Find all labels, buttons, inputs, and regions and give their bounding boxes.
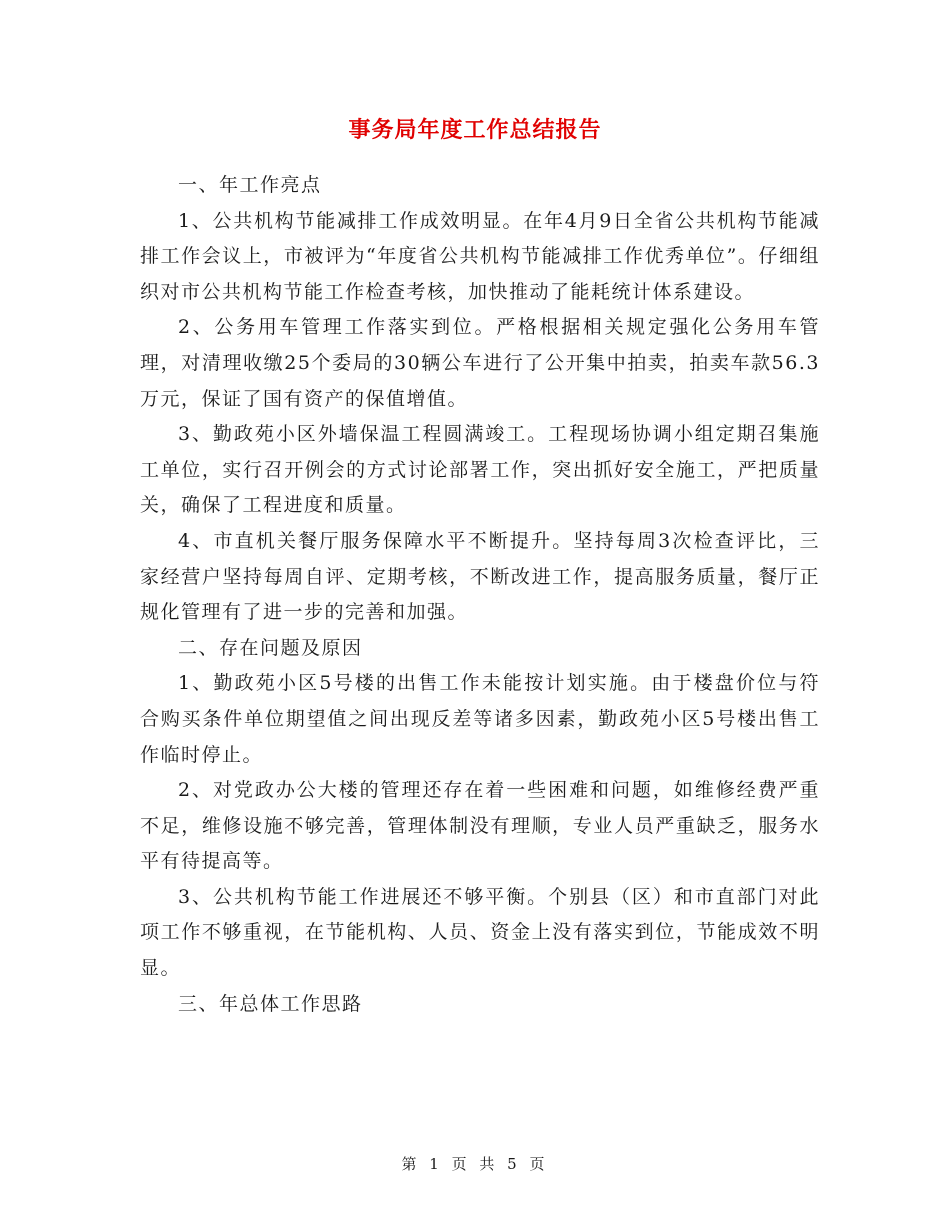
- section-heading: 一、年工作亮点: [178, 174, 322, 196]
- paragraph: 3、公共机构节能工作进展还不够平衡。个别县（区）和市直部门对此项工作不够重视，在节能机构、人员、资金上没有落实到位，节能成效不明显。: [140, 885, 820, 980]
- section-heading: 二、存在问题及原因: [178, 636, 363, 659]
- page-footer: 第 1 页 共 5 页: [401, 1155, 549, 1173]
- section-heading: 三、年总体工作思路: [178, 992, 363, 1015]
- paragraph: 1、公共机构节能减排工作成效明显。在年4月9日全省公共机构节能减排工作会议上，市被评为“年度省公共机构节能减排工作优秀单位”。仔细组织对市公共机构节能工作检查考核，加快推动了能耗统计体系建设。: [140, 209, 820, 303]
- paragraph: 4、市直机关餐厅服务保障水平不断提升。坚持每周3次检查评比，三家经营户坚持每周自评、定期考核，不断改进工作，提高服务质量，餐厅正规化管理有了进一步的完善和加强。: [140, 529, 820, 624]
- document-title: 事务局年度工作总结报告: [348, 118, 602, 143]
- paragraph: 1、勤政苑小区5号楼的出售工作未能按计划实施。由于楼盘价位与符合购买条件单位期望值之间出现反差等诸多因素，勤政苑小区5号楼出售工作临时停止。: [140, 672, 820, 766]
- paragraph: 2、对党政办公大楼的管理还存在着一些困难和问题，如维修经费严重不足，维修设施不够完善，管理体制没有理顺，专业人员严重缺乏，服务水平有待提高等。: [140, 779, 820, 873]
- paragraph: 3、勤政苑小区外墙保温工程圆满竣工。工程现场协调小组定期召集施工单位，实行召开例会的方式讨论部署工作，突出抓好安全施工，严把质量关，确保了工程进度和质量。: [140, 423, 820, 517]
- paragraph: 2、公务用车管理工作落实到位。严格根据相关规定强化公务用车管理，对清理收缴25个委局的30辆公车进行了公开集中拍卖，拍卖车款56.3万元，保证了国有资产的保值增值。: [140, 316, 820, 410]
- document-body: [140, 168, 820, 1022]
